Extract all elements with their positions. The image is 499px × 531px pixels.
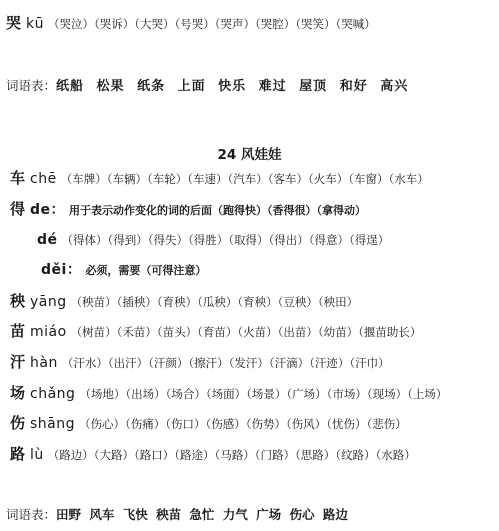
line-miao [10, 323, 421, 340]
pinyin: lù [30, 447, 44, 463]
pinyin: kū [26, 16, 44, 32]
word-list: （场地）（出场）（场合）（场面）（场景）（广场）（市场）（现场）（上场） [79, 387, 448, 401]
vocab-label: 词语表： [6, 78, 57, 93]
vocab-list-2 [6, 507, 348, 523]
word-list: （哭泣）（哭诉）（大哭）（号哭）（哭声）（哭腔）（哭笑）（哭喊） [48, 17, 376, 31]
usage-note: 用于表示动作变化的词的后面（跑得快）（香得很）（拿得动） [69, 204, 367, 217]
word-list: （秧苗）（插秧）（育秧）（瓜秧）（育秧）（豆秧）（秧田） [70, 295, 359, 309]
line-chang [10, 385, 447, 402]
pinyin: miáo [30, 324, 67, 340]
pinyin: hàn [30, 355, 58, 371]
pinyin: chǎng [30, 386, 76, 402]
pinyin: shāng [30, 416, 76, 432]
pinyin: dé [37, 232, 58, 248]
line-yang [10, 293, 358, 310]
line-de2 [33, 232, 389, 248]
hanzi: 汗 [10, 353, 27, 371]
hanzi: 哭 [6, 14, 23, 32]
hanzi: 伤 [10, 414, 27, 432]
line-han [10, 354, 390, 371]
line-de [10, 201, 366, 219]
hanzi: 车 [10, 169, 27, 187]
word-list: （车牌）（车辆）（车轮）（车速）（汽车）（客车）（火车）（车窗）（水车） [60, 172, 429, 186]
pinyin: de： [30, 202, 66, 218]
word-list: （路边）（大路）（路口）（路途）（马路）（门路）（思路）（纹路）（水路） [47, 448, 416, 462]
hanzi: 秧 [10, 292, 27, 310]
usage-note: 必须，需要（可得注意） [85, 264, 207, 277]
lesson-title: 24 风娃娃 [217, 147, 282, 163]
line-ku [6, 15, 376, 32]
hanzi: 场 [10, 384, 27, 402]
hanzi: 苗 [10, 322, 27, 340]
vocab-label: 词语表： [6, 507, 57, 522]
pinyin: děi： [41, 262, 82, 278]
word-list: （伤心）（伤痛）（伤口）（伤感）（伤势）（伤风）（忧伤）（悲伤） [79, 417, 407, 431]
vocab-words: 田野 风车 飞快 秧苗 急忙 力气 广场 伤心 路边 [56, 507, 348, 522]
vocab-list-1 [6, 78, 408, 95]
word-list: （树苗）（禾苗）（苗头）（育苗）（火苗）（出苗）（幼苗）（揠苗助长） [70, 325, 422, 339]
line-dei [37, 262, 206, 279]
hanzi: 路 [10, 445, 27, 463]
hanzi: 得 [10, 200, 27, 218]
line-shang [10, 415, 407, 432]
word-list: （汗水）（出汗）（汗颜）（擦汗）（发汗）（汗滴）（汗迹）（汗巾） [61, 356, 390, 370]
line-che [10, 170, 429, 187]
vocab-words: 纸船 松果 纸条 上面 快乐 难过 屋顶 和好 高兴 [56, 79, 409, 94]
line-lu [10, 446, 416, 463]
pinyin: chē [30, 171, 57, 187]
pinyin: yāng [30, 294, 67, 310]
word-list: （得体）（得到）（得失）（得胜）（取得）（得出）（得意）（得逞） [61, 233, 390, 247]
